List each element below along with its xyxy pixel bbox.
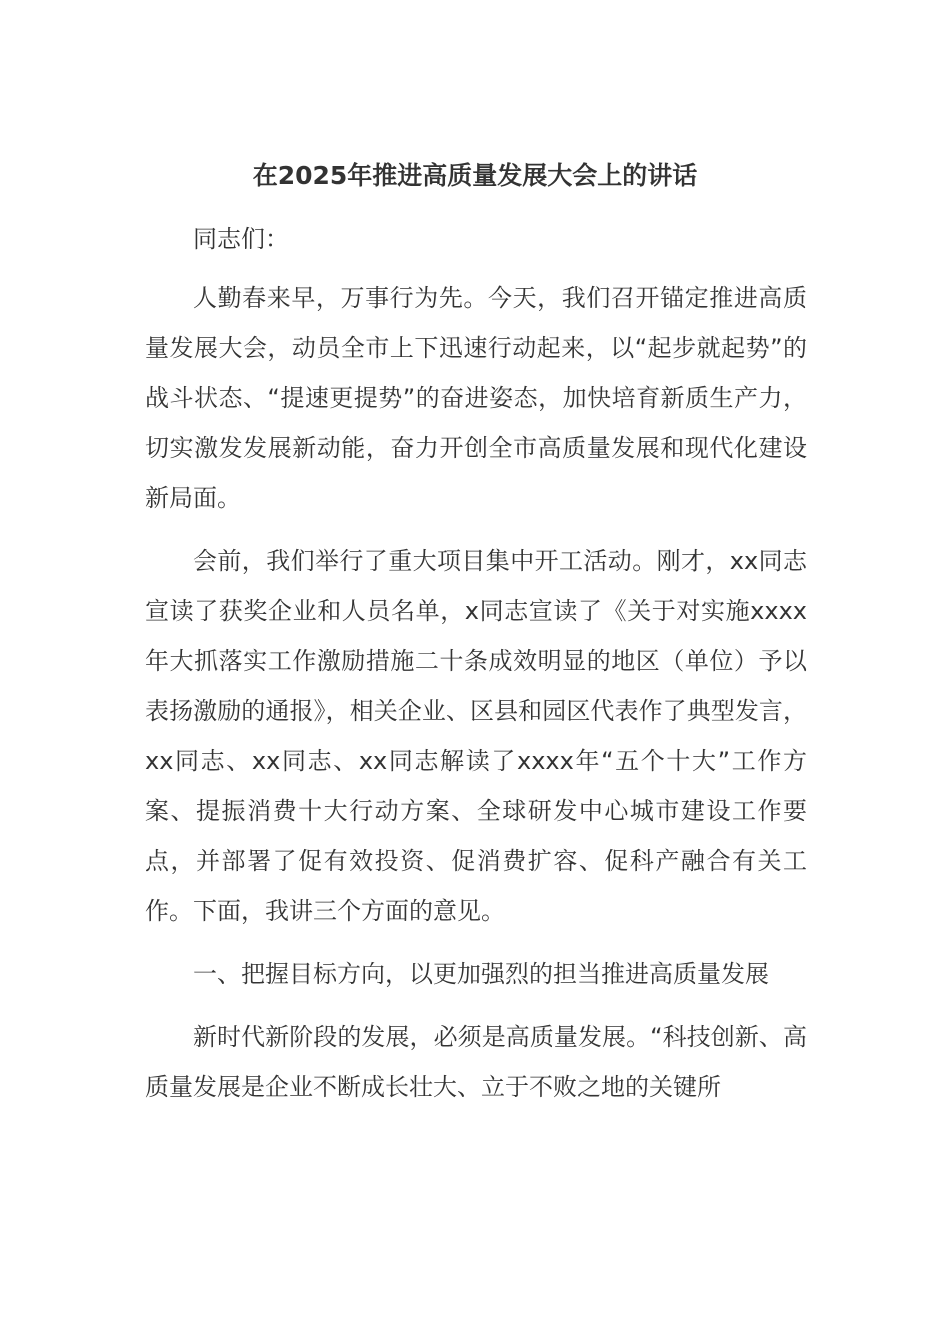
paragraph-opening: 人勤春来早，万事行为先。今天，我们召开锚定推进高质量发展大会，动员全市上下迅速行动起来，以“起步就起势”的战斗状态、“提速更提势”的奋进姿态，加快培育新质生产力，切实激发发展新动能，奋力开创全市高质量发展和现代化建设新局面。 xyxy=(145,284,807,512)
document-title: 在2025年推进高质量发展大会上的讲话 xyxy=(252,161,698,190)
paragraph-greeting: 同志们： xyxy=(193,225,289,253)
paragraph-meeting-review: 会前，我们举行了重大项目集中开工活动。刚才，xx同志宣读了获奖企业和人员名单，x同志宣读了《关于对实施xxxx年大抓落实工作激励措施二十条成效明显的地区（单位）予以表扬激励的通报》，相关企业、区县和园区代表作了典型发言，xx同志、xx同志、xx同志解读了xxxx年“五个十大”工作方案、提振消费十大行动方案、全球研发中心城市建设工作要点，并部署了促有效投资、促消费扩容、促科产融合有关工作。下面，我讲三个方面的意见。 xyxy=(145,547,807,925)
document-body xyxy=(145,214,807,1125)
paragraph-section-1: 新时代新阶段的发展，必须是高质量发展。“科技创新、高质量发展是企业不断成长壮大、立于不败之地的关键所 xyxy=(145,1023,807,1101)
section-heading-1: 一、把握目标方向，以更加强烈的担当推进高质量发展 xyxy=(193,960,769,988)
